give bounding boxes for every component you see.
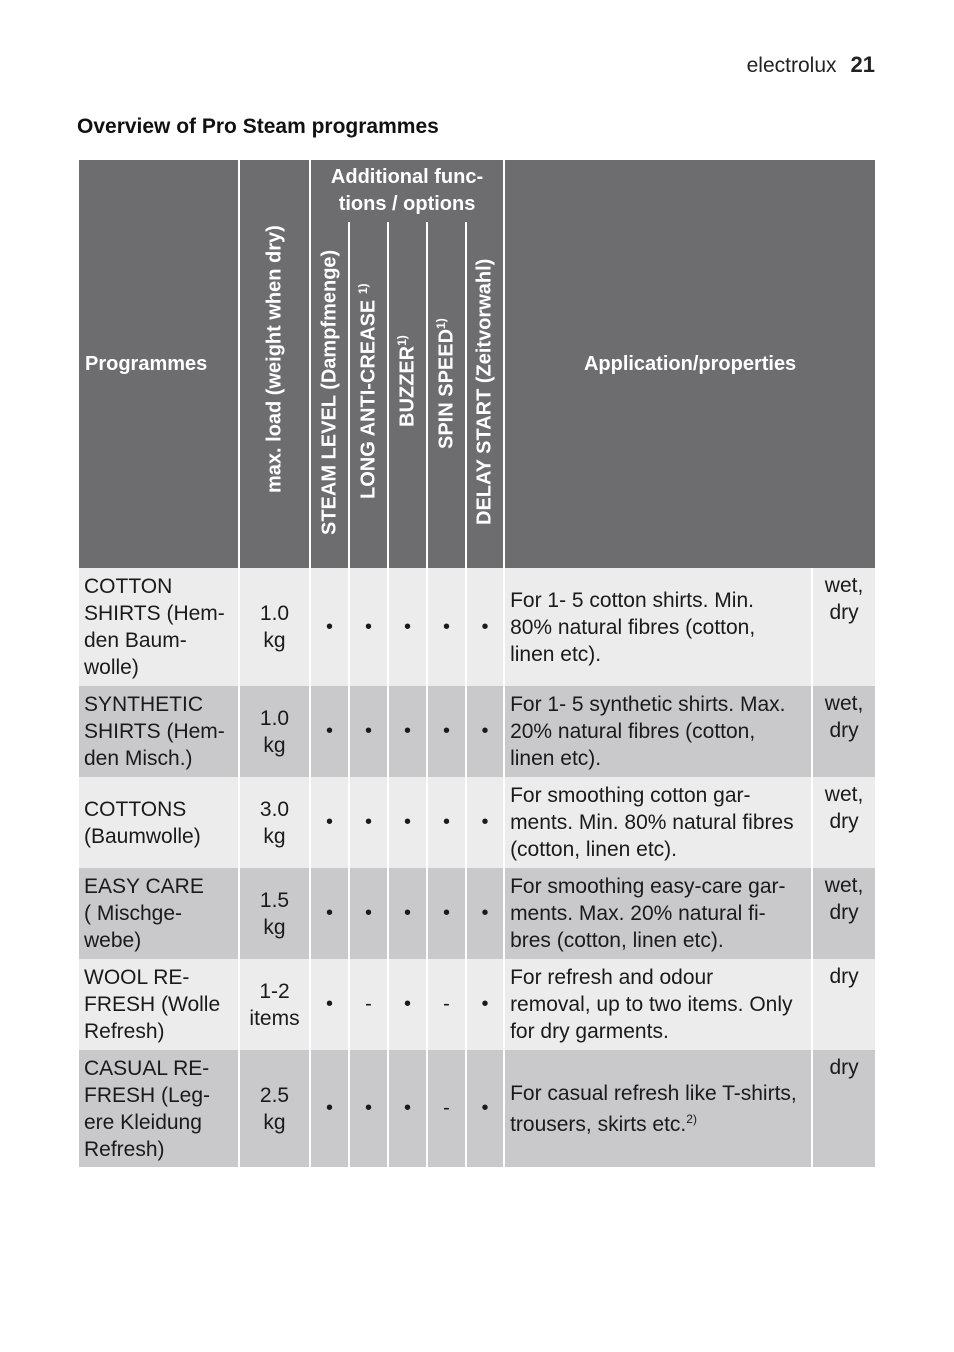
programme-name: COTTONS (Baumwolle) [78, 777, 239, 868]
header-delay-start [466, 222, 504, 568]
option-availability-mark: • [388, 868, 427, 959]
max-load-value: 1.0 kg [239, 568, 310, 686]
header-spin-speed-label [435, 318, 458, 449]
programme-name: EASY CARE ( Mischge- webe) [78, 868, 239, 959]
header-max-load [239, 160, 310, 568]
laundry-state: wet, dry [812, 777, 876, 868]
option-availability-mark: • [310, 777, 349, 868]
footnote-marker: 1) [433, 318, 448, 329]
laundry-state: wet, dry [812, 686, 876, 777]
table-row [78, 1050, 876, 1167]
laundry-state: wet, dry [812, 868, 876, 959]
programme-name: WOOL RE- FRESH (Wolle Refresh) [78, 959, 239, 1050]
header-spin-speed [427, 222, 466, 568]
option-availability-mark: • [310, 568, 349, 686]
brand-name: electrolux [746, 54, 837, 77]
option-availability-mark: • [388, 777, 427, 868]
table-row [78, 686, 876, 777]
option-availability-mark: • [388, 568, 427, 686]
option-availability-mark: • [466, 959, 504, 1050]
table-row [78, 868, 876, 959]
page-header [747, 52, 875, 78]
option-availability-mark: • [349, 1050, 388, 1167]
application-description: For 1- 5 synthetic shirts. Max. 20% natural fibres (cotton, linen etc). [510, 693, 786, 770]
programme-name: COTTON SHIRTS (Hem- den Baum- wolle) [78, 568, 239, 686]
footnote-marker: 1) [394, 335, 409, 346]
application-text [504, 1050, 812, 1167]
application-description: For refresh and odour removal, up to two items. Only for dry garments. [510, 966, 793, 1043]
header-buzzer [388, 222, 427, 568]
option-availability-mark: - [427, 1050, 466, 1167]
header-programmes: Programmes [78, 160, 239, 568]
option-availability-mark: • [466, 686, 504, 777]
option-availability-mark: • [349, 777, 388, 868]
header-long-anti-crease [349, 222, 388, 568]
option-availability-mark: • [466, 568, 504, 686]
application-description: For casual refresh like T-shirts, trousers, skirts etc. [510, 1081, 797, 1136]
option-availability-mark: • [427, 686, 466, 777]
header-long-anti-crease-text: LONG ANTI-CREASE [357, 294, 379, 499]
option-availability-mark: - [349, 959, 388, 1050]
application-text [504, 686, 812, 777]
header-long-anti-crease-label [357, 284, 380, 500]
footnote-marker: 2) [686, 1111, 697, 1126]
laundry-state: dry [812, 1050, 876, 1167]
option-availability-mark: • [427, 868, 466, 959]
option-availability-mark: • [388, 959, 427, 1050]
table-row [78, 777, 876, 868]
table-row [78, 568, 876, 686]
max-load-value: 2.5 kg [239, 1050, 310, 1167]
option-availability-mark: • [310, 1050, 349, 1167]
option-availability-mark: • [310, 959, 349, 1050]
programme-name: SYNTHETIC SHIRTS (Hem- den Misch.) [78, 686, 239, 777]
header-max-load-label: max. load (weight when dry) [263, 225, 285, 493]
option-availability-mark: • [427, 568, 466, 686]
laundry-state: wet, dry [812, 568, 876, 686]
header-spin-speed-text: SPIN SPEED [435, 328, 457, 449]
option-availability-mark: • [349, 686, 388, 777]
option-availability-mark: • [310, 686, 349, 777]
header-additional-functions [310, 160, 504, 222]
laundry-state: dry [812, 959, 876, 1050]
option-availability-mark: • [466, 777, 504, 868]
header-buzzer-label [396, 335, 419, 427]
programme-overview-table [77, 160, 877, 1167]
max-load-value: 1-2 items [239, 959, 310, 1050]
option-availability-mark: • [349, 568, 388, 686]
option-availability-mark: • [388, 1050, 427, 1167]
application-description: For smoothing easy-care gar- ments. Max. 20% natural fi- bres (cotton, linen etc). [510, 875, 786, 952]
option-availability-mark: • [466, 1050, 504, 1167]
footnote-marker: 1) [355, 283, 370, 295]
application-text [504, 777, 812, 868]
option-availability-mark: • [466, 868, 504, 959]
option-availability-mark: • [349, 868, 388, 959]
application-description: For smoothing cotton gar- ments. Min. 80% natural fibres (cotton, linen etc). [510, 784, 794, 861]
header-application: Application/properties [504, 160, 876, 568]
application-text [504, 959, 812, 1050]
section-title: Overview of Pro Steam programmes [77, 115, 439, 138]
programme-name: CASUAL RE- FRESH (Leg- ere Kleidung Refresh) [78, 1050, 239, 1167]
header-steam-level [310, 222, 349, 568]
header-buzzer-text: BUZZER [396, 345, 418, 427]
header-additional-functions-label: Additional func- tions / options [330, 166, 484, 215]
max-load-value: 1.5 kg [239, 868, 310, 959]
option-availability-mark: - [427, 959, 466, 1050]
application-text [504, 568, 812, 686]
option-availability-mark: • [310, 868, 349, 959]
max-load-value: 1.0 kg [239, 686, 310, 777]
application-text [504, 868, 812, 959]
header-delay-start-label: DELAY START (Zeitvorwahl) [473, 258, 496, 525]
application-description: For 1- 5 cotton shirts. Min. 80% natural fibres (cotton, linen etc). [510, 588, 756, 666]
option-availability-mark: • [427, 777, 466, 868]
option-availability-mark: • [388, 686, 427, 777]
page-number: 21 [850, 52, 875, 77]
table-row [78, 959, 876, 1050]
max-load-value: 3.0 kg [239, 777, 310, 868]
header-steam-level-label: STEAM LEVEL (Dampfmenge) [318, 249, 340, 535]
